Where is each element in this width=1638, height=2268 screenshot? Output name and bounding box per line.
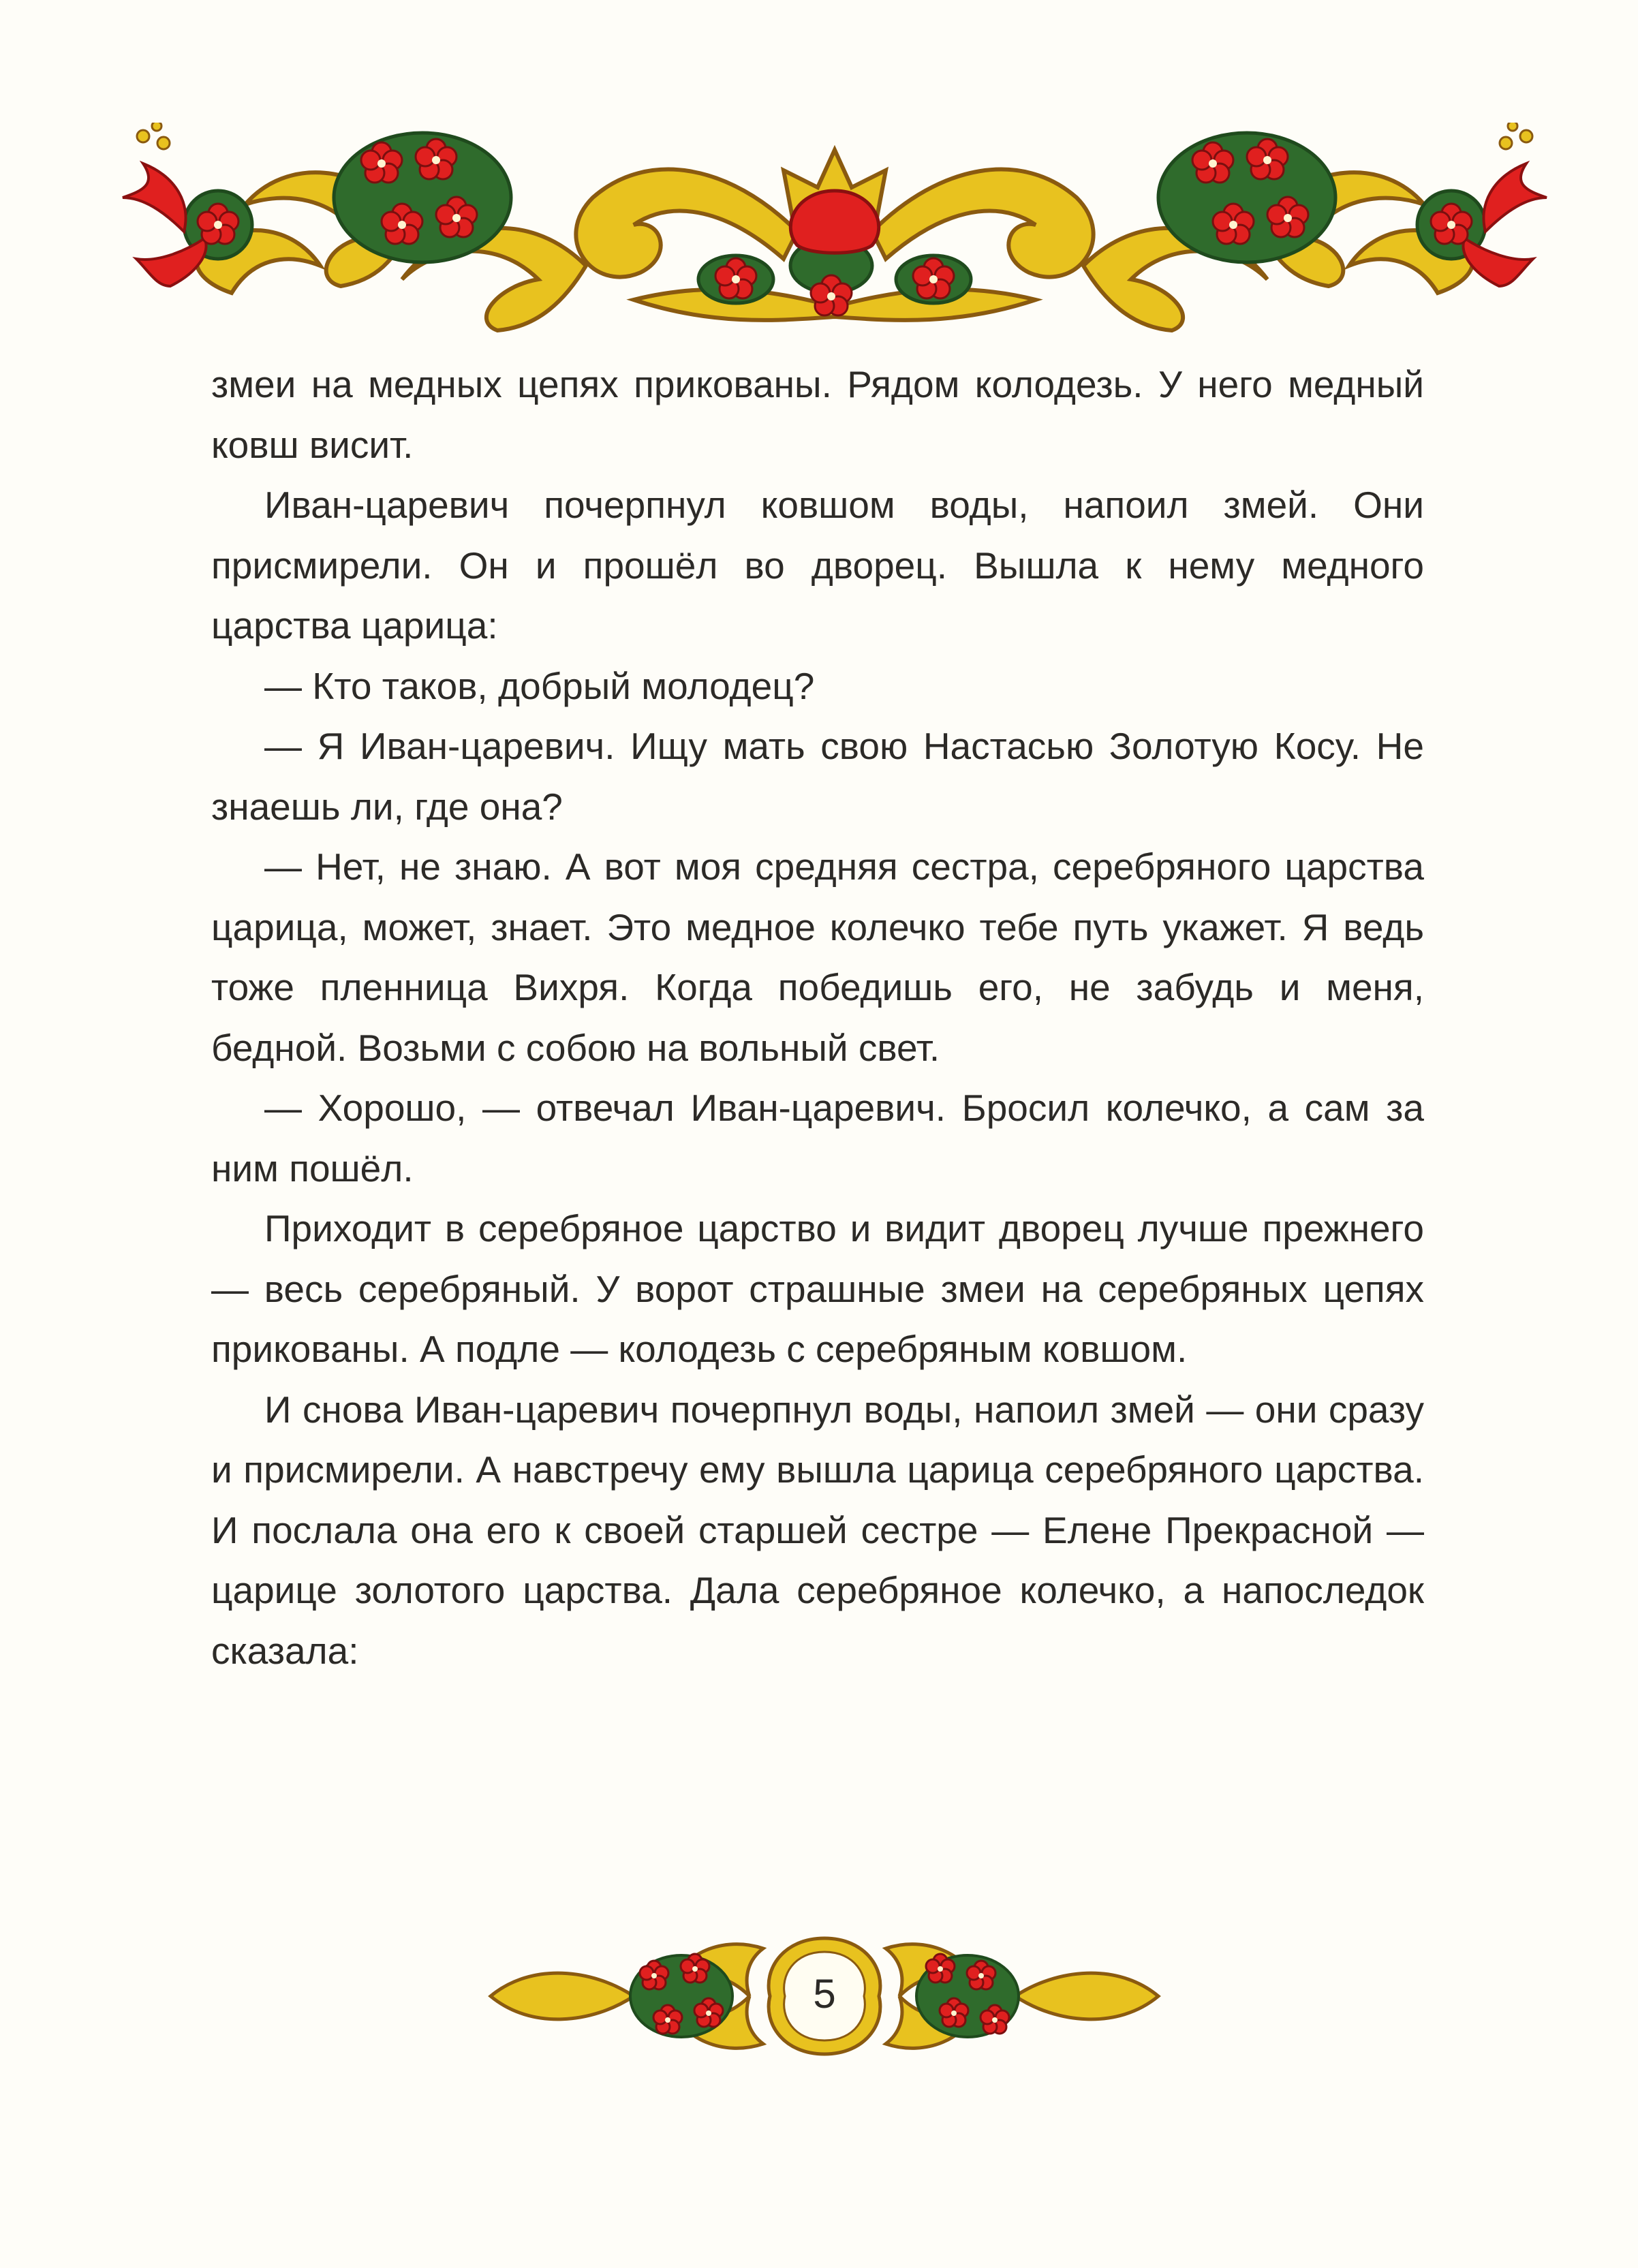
paragraph: змеи на медных цепях прикованы. Рядом колодезь. У него медный ковш висит. — [211, 363, 1424, 466]
paragraph: — Я Иван-царевич. Ищу мать свою Настасью Золотую Косу. Не знаешь ли, где она? — [211, 725, 1424, 828]
paragraph: Иван-царевич почерпнул ковшом воды, напоил змей. Они присмирели. Он и прошёл во дворец. Вышла к нему медного царства царица: — [211, 484, 1424, 647]
paragraph: — Нет, не знаю. А вот моя средняя сестра, серебряного царства царица, может, знает. Это медное колечко тебе путь укажет. Я ведь тоже пленница Вихря. Когда победишь его, не забудь и меня, бедной. Возьми с собою на вольный свет. — [211, 845, 1424, 1069]
bottom-floral-ornament — [477, 1921, 1172, 2071]
paragraph: И снова Иван-царевич почерпнул воды, напоил змей — они сразу и присмирели. А навстречу ему вышла царица серебряного царства. И послала она его к своей старшей сестре — Елене Прекрасной — царице золотого царства. Дала серебряное колечко, а напоследок сказала: — [211, 1388, 1424, 1672]
page-number: 5 — [813, 1971, 836, 2017]
story-text — [211, 354, 1424, 1681]
paragraph: — Хорошо, — отвечал Иван-царевич. Бросил колечко, а сам за ним пошёл. — [211, 1087, 1424, 1190]
top-floral-ornament — [116, 123, 1554, 334]
paragraph: — Кто таков, добрый молодец? — [264, 664, 815, 707]
paragraph: Приходит в серебряное царство и видит дворец лучше прежнего — весь серебряный. У ворот страшные змеи на серебряных цепях прикованы. А подле — колодезь с серебряным ковшом. — [211, 1207, 1424, 1370]
